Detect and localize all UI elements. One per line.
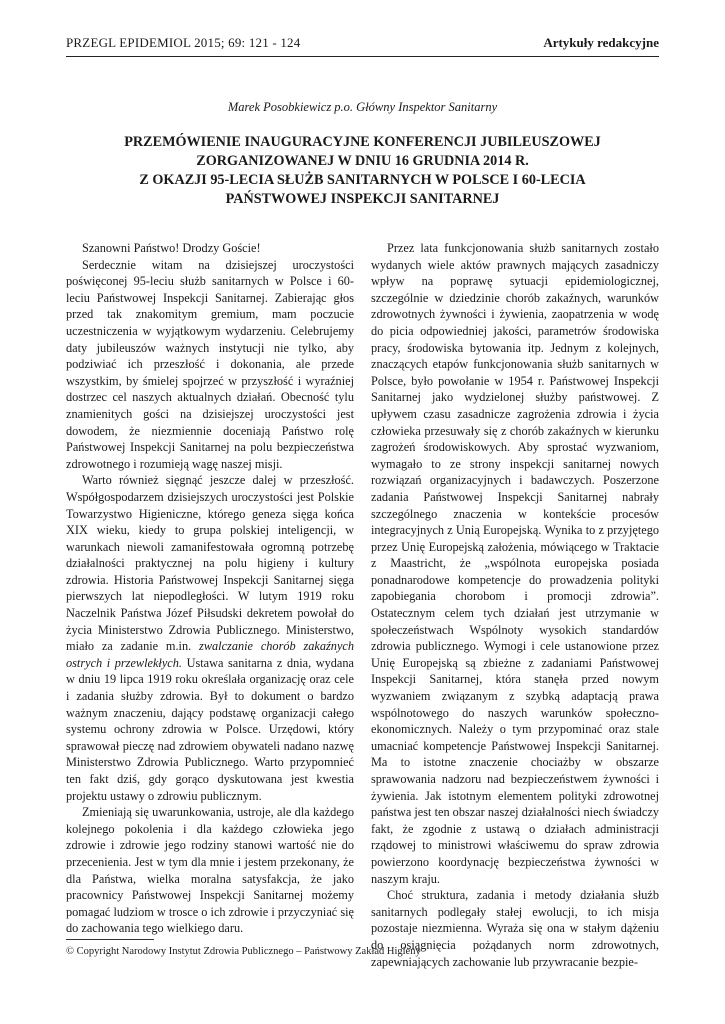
running-header xyxy=(66,35,659,51)
body-paragraph: Choć struktura, zadania i metody działania służb sanitarnych podlegały stałej ewolucji, to ich misja pozostaje niezmienna. Wyraża się ona w stałym dążeniu do osiągnięcia pożądanych norm zdrowotnych, zapewniających zachowanie lub przywracanie bezpie- xyxy=(371,888,659,969)
copyright-footer: © Copyright Narodowy Instytut Zdrowia Publicznego – Państwowy Zakład Higieny xyxy=(66,946,421,957)
journal-citation: PRZEGL EPIDEMIOL 2015; 69: 121 - 124 xyxy=(66,35,301,50)
paragraph-text: Warto również sięgnąć jeszcze dalej w przeszłość. Współgospodarzem dzisiejszych uroczystości jest Polskie Towarzystwo Higieniczne, którego geneza sięga końca XIX wieku, kiedy to grupa polskiej inteligencji, w warunkach niewoli zamanifestowała ogromną potrzebę działalności praktycznej na polu higieny i kultury zdrowia. Historia Państwowej Inspekcji Sanitarnej sięga pierwszych lat niepodległości. W lutym 1919 roku Naczelnik Państwa Józef Piłsudski dekretem powołał do życia Ministerstwo Zdrowia Publicznego. Ministerstwo, miało za zadanie m.in. xyxy=(66,473,354,654)
title-line-1: PRZEMÓWIENIE INAUGURACYJNE KONFERENCJI JUBILEUSZOWEJ xyxy=(124,134,601,150)
body-paragraph: Przez lata funkcjonowania służb sanitarnych zostało wydanych wiele aktów prawnych mających zasadniczy wpływ na poprawę sytuacji epidemiologicznej, szczególnie w dziedzinie chorób zakaźnych, warunków zdrowotnych żywności i żywienia, zaopatrzenia w wodę do picia odpowiedniej jakości, parametrów środowiska pracy, środowiska bytowania itp. Jednym z kolejnych, znaczących etapów funkcjonowania służb sanitarnych w Polsce, było powołanie w 1954 r. Państwowej Inspekcji Sanitarnej jako wydzielonej służby państwowej. Z upływem czasu zasadnicze zagrożenia zdrowia i życia człowieka przesuwały się z chorób zakaźnych w kierunku zagrożeń środowiskowych. Aby sprostać wyzwaniom, wymagało to ze strony inspekcji sanitarnej nowych rozwiązań organizacyjnych i badawczych. Poszerzone zadania Państwowej Inspekcji Sanitarnej nabrały szczególnego znaczenia w kontekście procesów integracyjnych z Unią Europejską. Wynika to z przyjętego przez Unię Europejską założenia, mówiącego w Traktacie z Maastricht, że „wspólnota europejska posiada ponadnarodowe kompetencje do prowadzenia polityki zapobiegania chorobom i promocji zdrowia”. Ostatecznym celem tych działań jest utrzymanie w społeczeństwach Wspólnoty wysokich standardów zdrowia publicznego. Wymogi i cele ustanowione przez Unię Europejską są zbieżne z zadaniami Państwowej Inspekcji Sanitarnej, która stanęła przed nowym wyzwaniem związanym z szybką adaptacją prawa wspólnotowego do naszych warunków społeczno-ekonomicznych. Należy o tym przypominać oraz stale umacniać kompetencje Państwowej Inspekcji Sanitarnej. Ma to istotne znaczenie chociażby w obszarze sprawowania nadzoru nad bezpieczeństwem żywności i żywienia. Jak istotnym elementem polityki zdrowotnej państwa jest ten obszar naszej działalności niech świadczy fakt, że zgodnie z ustawą o działach administracji rządowej to ministrowi właściwemu do spraw zdrowia powierzono koordynację bezpieczeństwa żywności w naszym kraju. xyxy=(371,241,659,886)
body-paragraph xyxy=(66,472,354,804)
title-line-2: ZORGANIZOWANEJ W DNIU 16 GRUDNIA 2014 R. xyxy=(196,153,529,169)
author-line: Marek Posobkiewicz p.o. Główny Inspektor Sanitarny xyxy=(227,100,498,114)
title-line-3: Z OKAZJI 95-LECIA SŁUŻB SANITARNYCH W POLSCE I 60-LECIA xyxy=(139,172,586,188)
header-divider xyxy=(66,56,659,57)
greeting-paragraph: Szanowni Państwo! Drodzy Goście! xyxy=(82,241,261,255)
body-paragraph: Zmieniają się uwarunkowania, ustroje, ale dla każdego kolejnego pokolenia i dla każdego człowieka jego zdrowie i zdrowie jego rodziny stanowi wartość nie do przecenienia. Jest w tym dla mnie i jestem przekonany, że dla Państwa, wielka moralna satysfakcja, że jako pracownicy Państwowej Inspekcji Sanitarnej możemy pomagać ludziom w trosce o ich zdrowie i przyczyniać się do zachowania tego wielkiego daru. xyxy=(66,805,354,936)
left-column xyxy=(66,240,354,937)
title-line-4: PAŃSTWOWEJ INSPEKCJI SANITARNEJ xyxy=(225,191,500,207)
right-column xyxy=(371,240,659,970)
section-label: Artykuły redakcyjne xyxy=(543,35,659,50)
italic-quote: zwalczanie chorób zakaźnych ostrych i przewlekłych. xyxy=(66,639,355,670)
footnote-divider xyxy=(66,939,154,940)
paragraph-text: Ustawa sanitarna z dnia, wydana w dniu 19 lipca 1919 roku określała organizację oraz cele i zadania służby zdrowia. Był to dokument o bardzo ważnym znaczeniu, dający podstawę organizacji całego systemu ochrony zdrowia w Polsce. Urzędowi, który sprawował pieczę nad zdrowiem obywateli nadano nazwę Ministerstwo Zdrowia Publicznego. Warto przypomnieć ten fakt dziś, gdy gorąco dyskutowana jest kwestia projektu ustawy o zdrowiu publicznym. xyxy=(66,655,354,803)
article-title xyxy=(70,133,655,209)
body-paragraph: Serdecznie witam na dzisiejszej uroczystości poświęconej 95-leciu służb sanitarnych w Polsce i 60-leciu Państwowej Inspekcji Sanitarnej. Zabierając głos przed tak znakomitym gremium, mam poczucie uczestniczenia w wyjątkowym wydarzeniu. Celebrujemy daty jubileuszów ważnych instytucji nie tylko, aby podziwiać ich przeszłość i dokonania, ale przede wszystkim, by śmielej spojrzeć w przyszłość i wyraźniej dostrzec cel naszych aktualnych działań. Obecność tylu znamienitych gości na dzisiejszej uroczystości jest dowodem, że niezmiennie doceniają Państwo rolę Państwowej Inspekcji Sanitarnej na polu bezpieczeństwa zdrowotnego i rozumieją wagę naszej misji. xyxy=(66,257,354,471)
